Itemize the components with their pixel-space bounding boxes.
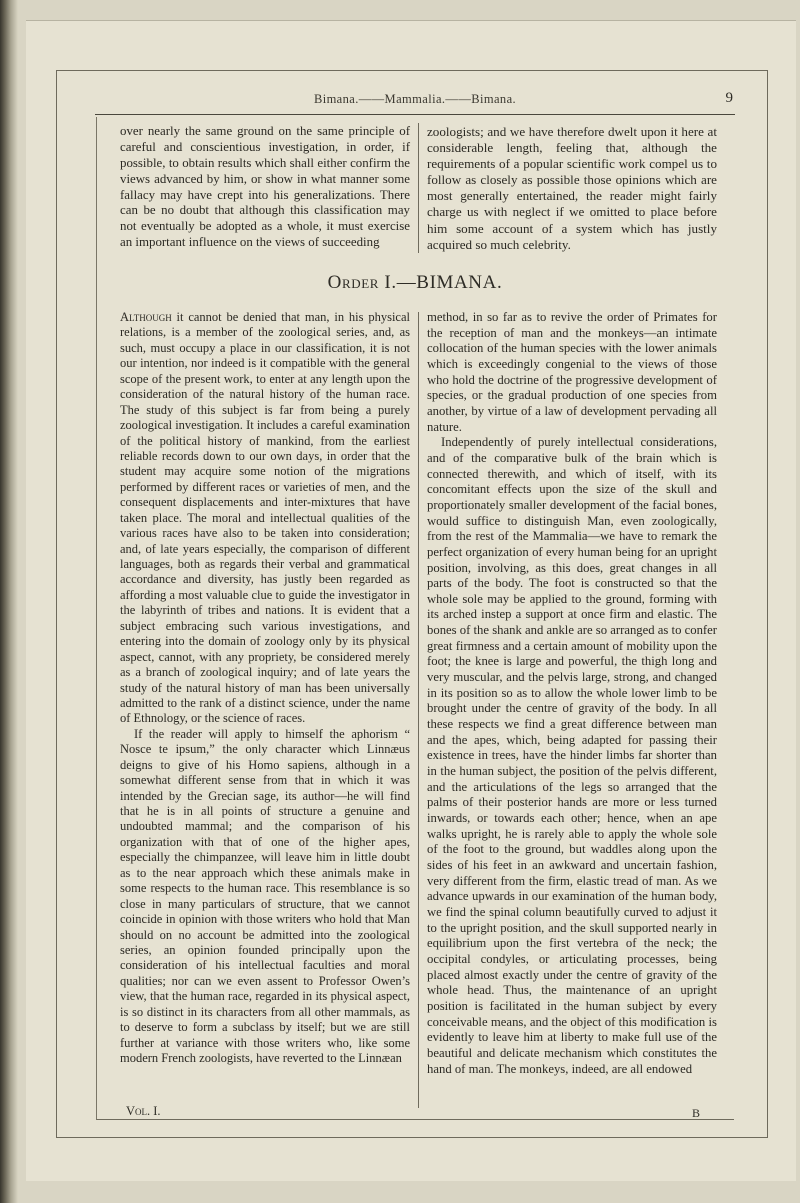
right-paragraph-1: method, in so far as to revive the order of Primates for the reception of man and the monkeys—an intimate collocation of the human species with the lower animals which is exceedingly congenial to the views of those who hold the doctrine of the progressive development of species, or the gradual production of one species from another, by virtue of a law of development pervading all nature. xyxy=(427,310,717,434)
running-head xyxy=(95,88,735,115)
right-column xyxy=(427,310,717,1077)
left-paragraph-2: If the reader will apply to himself the aphorism “ Nosce te ipsum,” the only character which Linnæus deigns to give of his Homo sapiens, although in a somewhat different sense from that in which it was intended by the Grecian sage, its author—he will find that he is in all points of structure a genuine and undoubted mammal; and the comparison of his organization with that of one of the higher apes, especially the chimpanzee, will leave him in little doubt as to the near approach which these animals make in some respects to the human race. This resemblance is so close in many particulars of structure, that we cannot coincide in opinion with those writers who hold that Man should on no account be admitted into the zoological series, an opinion founded principally upon the consideration of his intellectual faculties and moral qualities; nor can we even assent to Professor Owen’s view, that the human race, regarded in its physical aspect, is so distinct in its characters from all other mammals, as to deserve to form a subclass by itself; but we are still further at variance with those writers who, like some modern French zoologists, have reverted to the Linnæan xyxy=(120,726,410,1065)
scan-binding-edge xyxy=(0,0,18,1203)
top-column-divider xyxy=(418,123,419,253)
main-column-divider xyxy=(418,312,419,1108)
top-right-paragraph: zoologists; and we have therefore dwelt upon it here at considerable length, feeling that, although the requirements of a popular scientific work compel us to follow as closely as possible those opinions which are most generally entertained, the reader might fairly charge us with neglect if we omitted to place before him some account of a system which has justly acquired so much celebrity. xyxy=(427,124,717,252)
drop-lead-word: Although xyxy=(120,310,172,324)
signature-mark: B xyxy=(692,1106,701,1120)
volume-label: Vol. I. xyxy=(126,1104,161,1118)
left-paragraph-1 xyxy=(120,310,410,727)
running-head-title: Bimana.——Mammalia.——Bimana. xyxy=(313,92,517,106)
section-heading: Order I.—BIMANA. xyxy=(327,272,503,293)
top-left-column xyxy=(120,124,410,251)
top-right-column xyxy=(427,124,717,253)
top-left-paragraph: over nearly the same ground on the same principle of careful and conscientious investigation, in order, if possible, to obtain results which shall either confirm the views advanced by him, or show in what manner some fallacy may have crept into his generalizations. There can be no doubt that although this classification may not eventually be adopted as a whole, it must exercise an important influence on the views of succeeding xyxy=(120,124,410,250)
left-column xyxy=(120,310,410,1066)
left-paragraph-1-text: it cannot be denied that man, in his physical relations, is a member of the zoological series, and, as such, must occupy a place in our classification, it is not our intention, nor indeed is it compatible with the general scope of the present work, to enter at any length upon the consideration of the natural history of the human race. The study of this subject is far from being a purely zoological investigation. It includes a careful examination of the political history of mankind, from the earliest reliable records down to our own days, in order that the student may acquire some notion of the migrations performed by different races or varieties of men, and the consequent displacements and inter-mixtures that have taken place. The moral and intellectual qualities of the various races have also to be taken into consideration; and, of late years especially, the comparison of different languages, both as regards their verbal and grammatical accordance and diversity, has justly been regarded as affording a most valuable clue to guide the investigator in the labyrinth of tribes and nations. It is evident that a subject embracing such various investigations, and entering into the domain of zoology only by its physical aspect, cannot, with any propriety, be considered merely as a branch of zoological inquiry; and of late years the study of the natural history of man has been universally admitted to the rank of a distinct science, under the name of Ethnology, or the science of races. xyxy=(120,310,410,726)
right-paragraph-2: Independently of purely intellectual considerations, and of the comparative bulk of the brain which is connected therewith, and which of itself, with its concomitant effects upon the size of the skull and proportionately smaller development of the facial bones, would suffice to distinguish Man, even zoologically, from the rest of the Mammalia—we have to remark the perfect organization of every human being for an upright position, involving, as this does, great changes in all parts of the body. The foot is constructed so that the whole sole may be applied to the ground, forming with its arched instep a support at once firm and elastic. The bones of the shank and ankle are so arranged as to confer great firmness and a certain amount of mobility upon the foot; the knee is large and powerful, the thigh long and very muscular, and the pelvis large, strong, and changed in its position so as to allow the whole lower limb to be brought under the centre of gravity of the body. In all these respects we find a great difference between man and the apes, which, being adapted for passing their existence in trees, have the hinder limbs far shorter than in the human subject, the position of the pelvis different, and the articulations of the legs so arranged that the palms of their posterior hands are more or less turned inwards, or towards each other; hence, when an ape walks upright, he is rarely able to apply the whole sole of the foot to the ground, but waddles along upon the sides of his feet in an awkward and uncertain fashion, very different from the firm, elastic tread of man. As we advance upwards in our examination of the human body, we find the spinal column beautifully curved to adjust it to the upright position, and the skull supported nearly in equilibrium upon the first vertebra of the neck; the occipital condyles, or articulating processes, being placed almost exactly under the centre of gravity of the whole head. Thus, the maintenance of an upright position is facilitated in the human subject by every conceivable means, and the object of this modification is evidently to leave him at liberty to make full use of the beautiful and delicate mechanism which constitutes the hand of man. The monkeys, indeed, are all endowed xyxy=(427,435,717,1076)
page-number: 9 xyxy=(725,90,733,106)
